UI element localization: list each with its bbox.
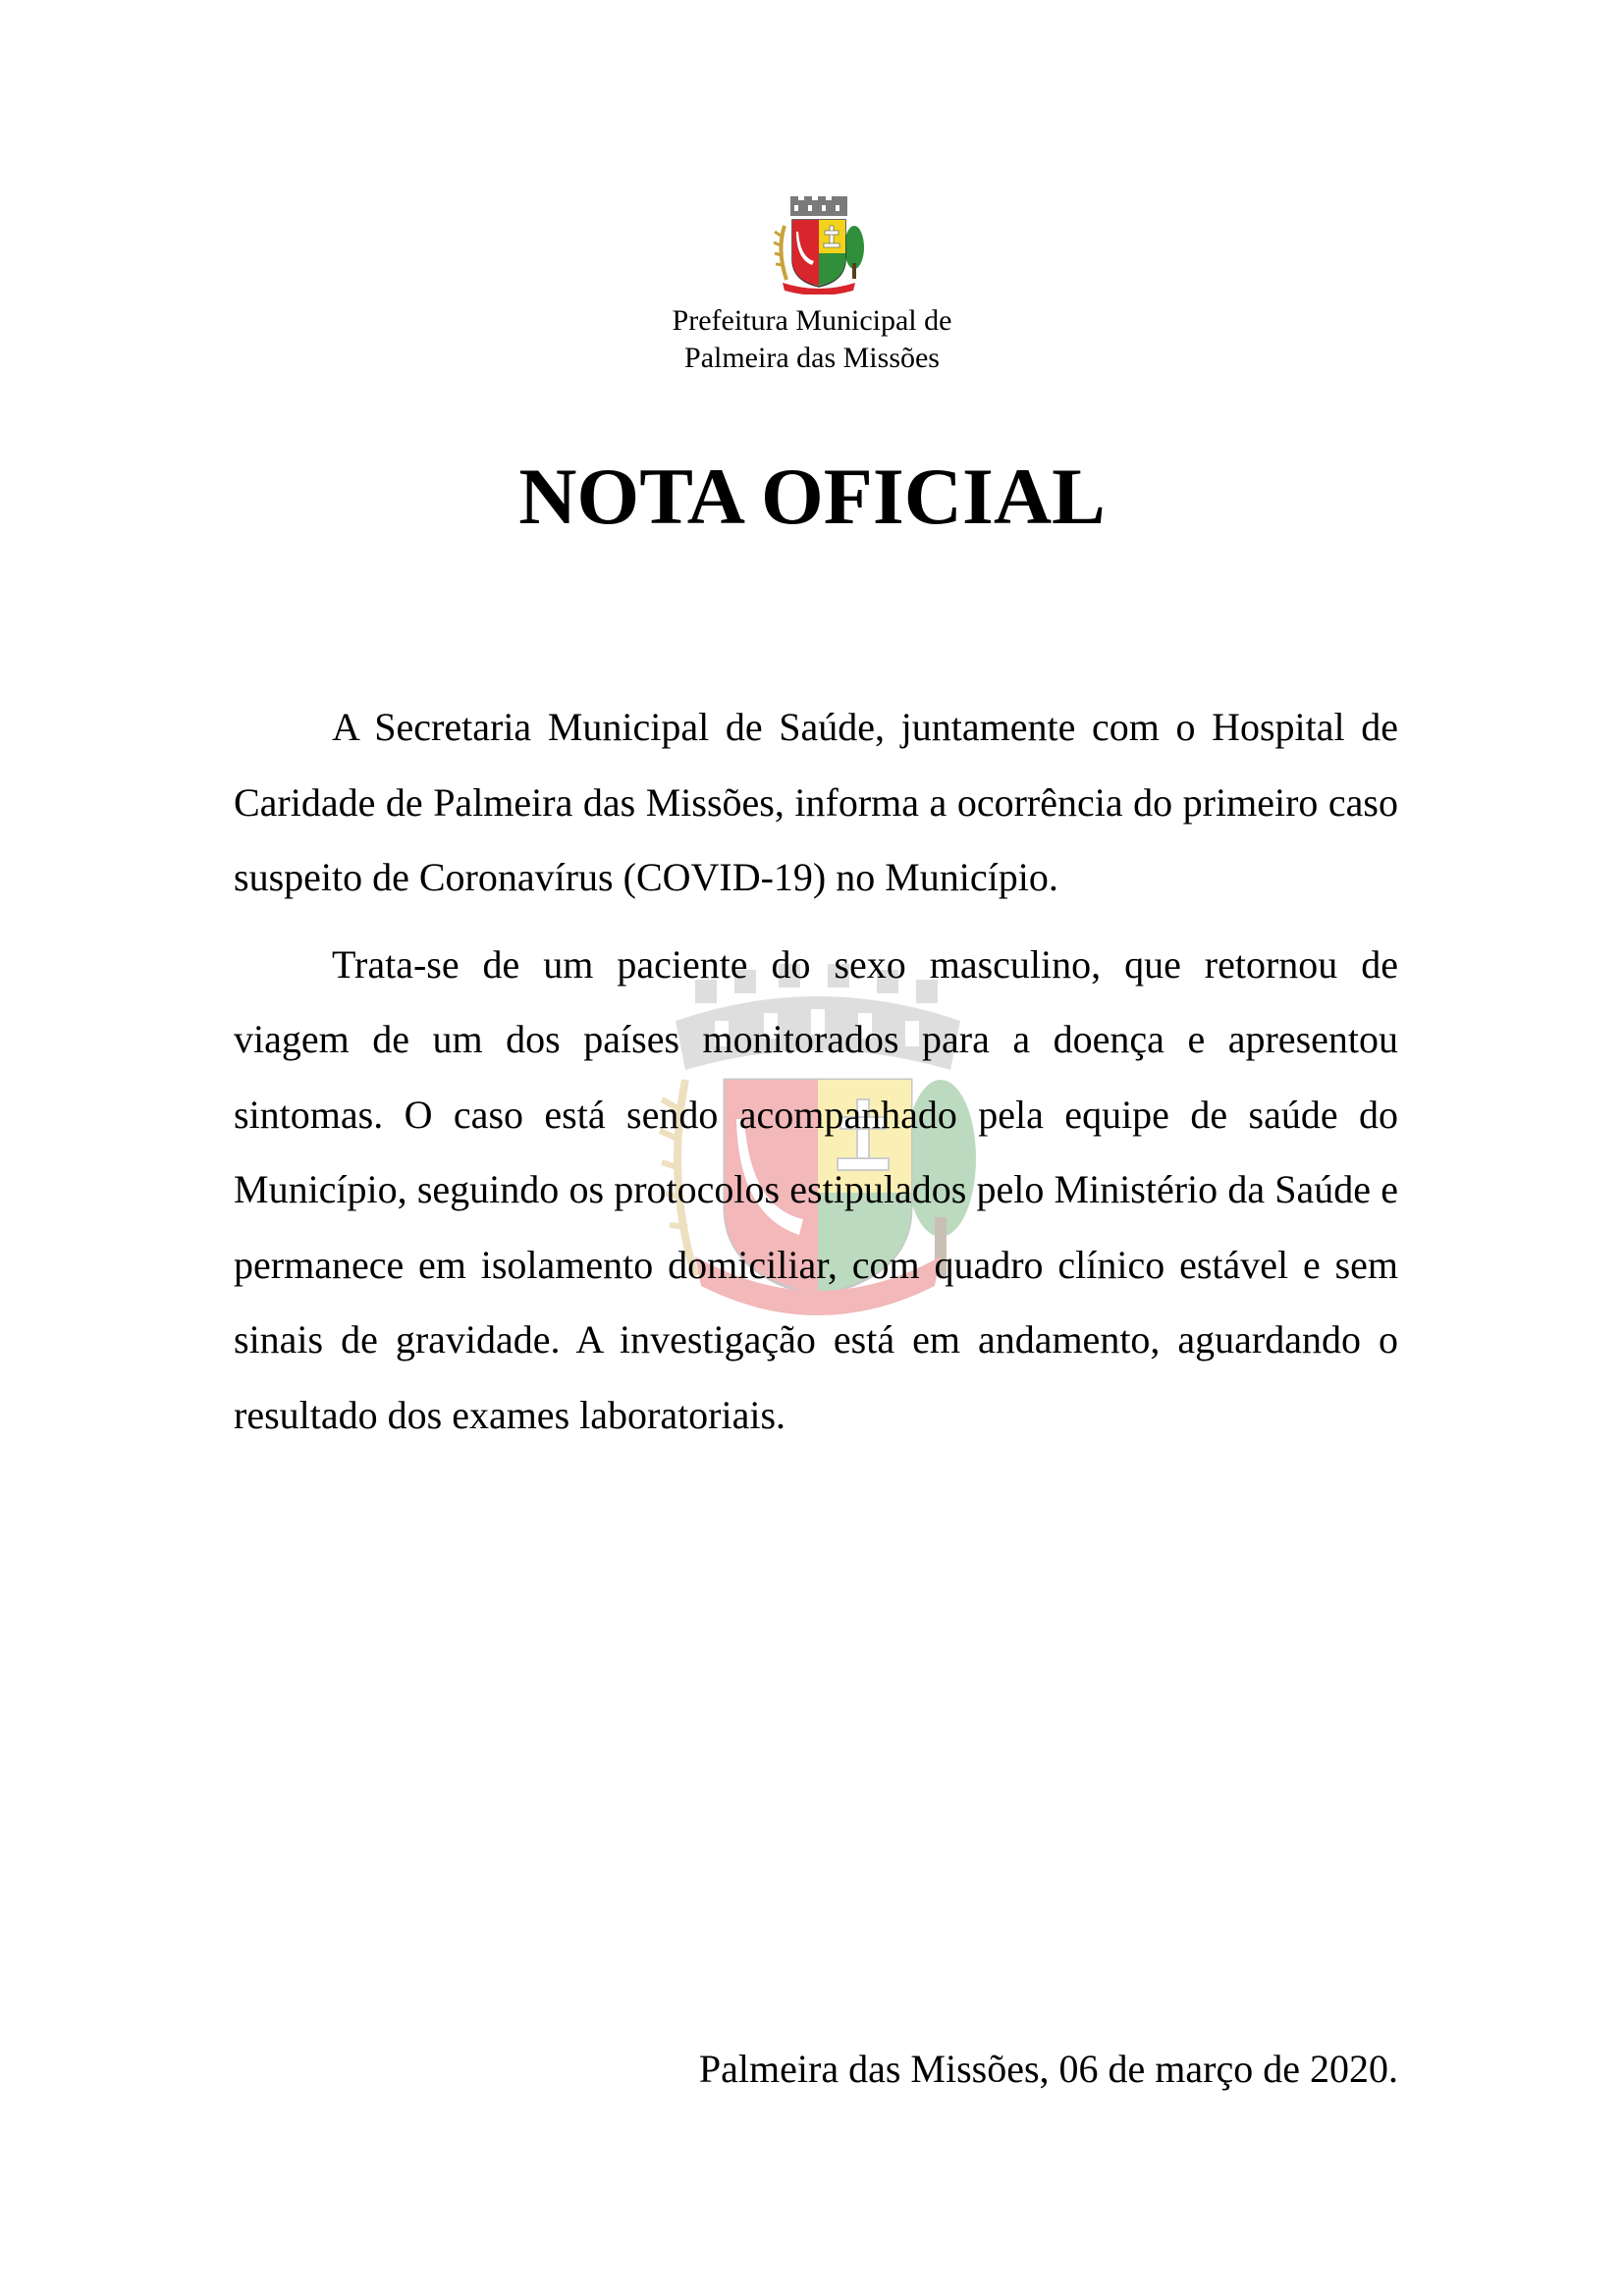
document-title: NOTA OFICIAL [518, 452, 1106, 541]
org-name-line-2: Palmeira das Missões [684, 342, 940, 374]
body-paragraph-1: A Secretaria Municipal de Saúde, juntamente com o Hospital de Caridade de Palmeira das Missões, informa a ocorrência do primeiro caso suspeito de Coronavírus (COVID-19) no Município. [234, 705, 1398, 899]
place-date-line: Palmeira das Missões, 06 de março de 2020. [698, 2047, 1398, 2091]
org-name-line-1: Prefeitura Municipal de [672, 304, 952, 337]
body-paragraph-2: Trata-se de um paciente do sexo masculino, que retornou de viagem de um dos países monitorados para a doença e apresentou sintomas. O caso está sendo acompanhado pela equipe de saúde do Município, seguindo os protocolos estipulados pelo Ministério da Saúde e permanece em isolamento domiciliar, com quadro clínico estável e sem sinais de gravidade. A investigação está em andamento, aguardando o resultado dos exames laboratoriais. [234, 941, 1398, 1437]
letterhead [0, 302, 1624, 377]
municipal-coat-of-arms-icon [755, 196, 883, 294]
document-body [234, 690, 1398, 1453]
